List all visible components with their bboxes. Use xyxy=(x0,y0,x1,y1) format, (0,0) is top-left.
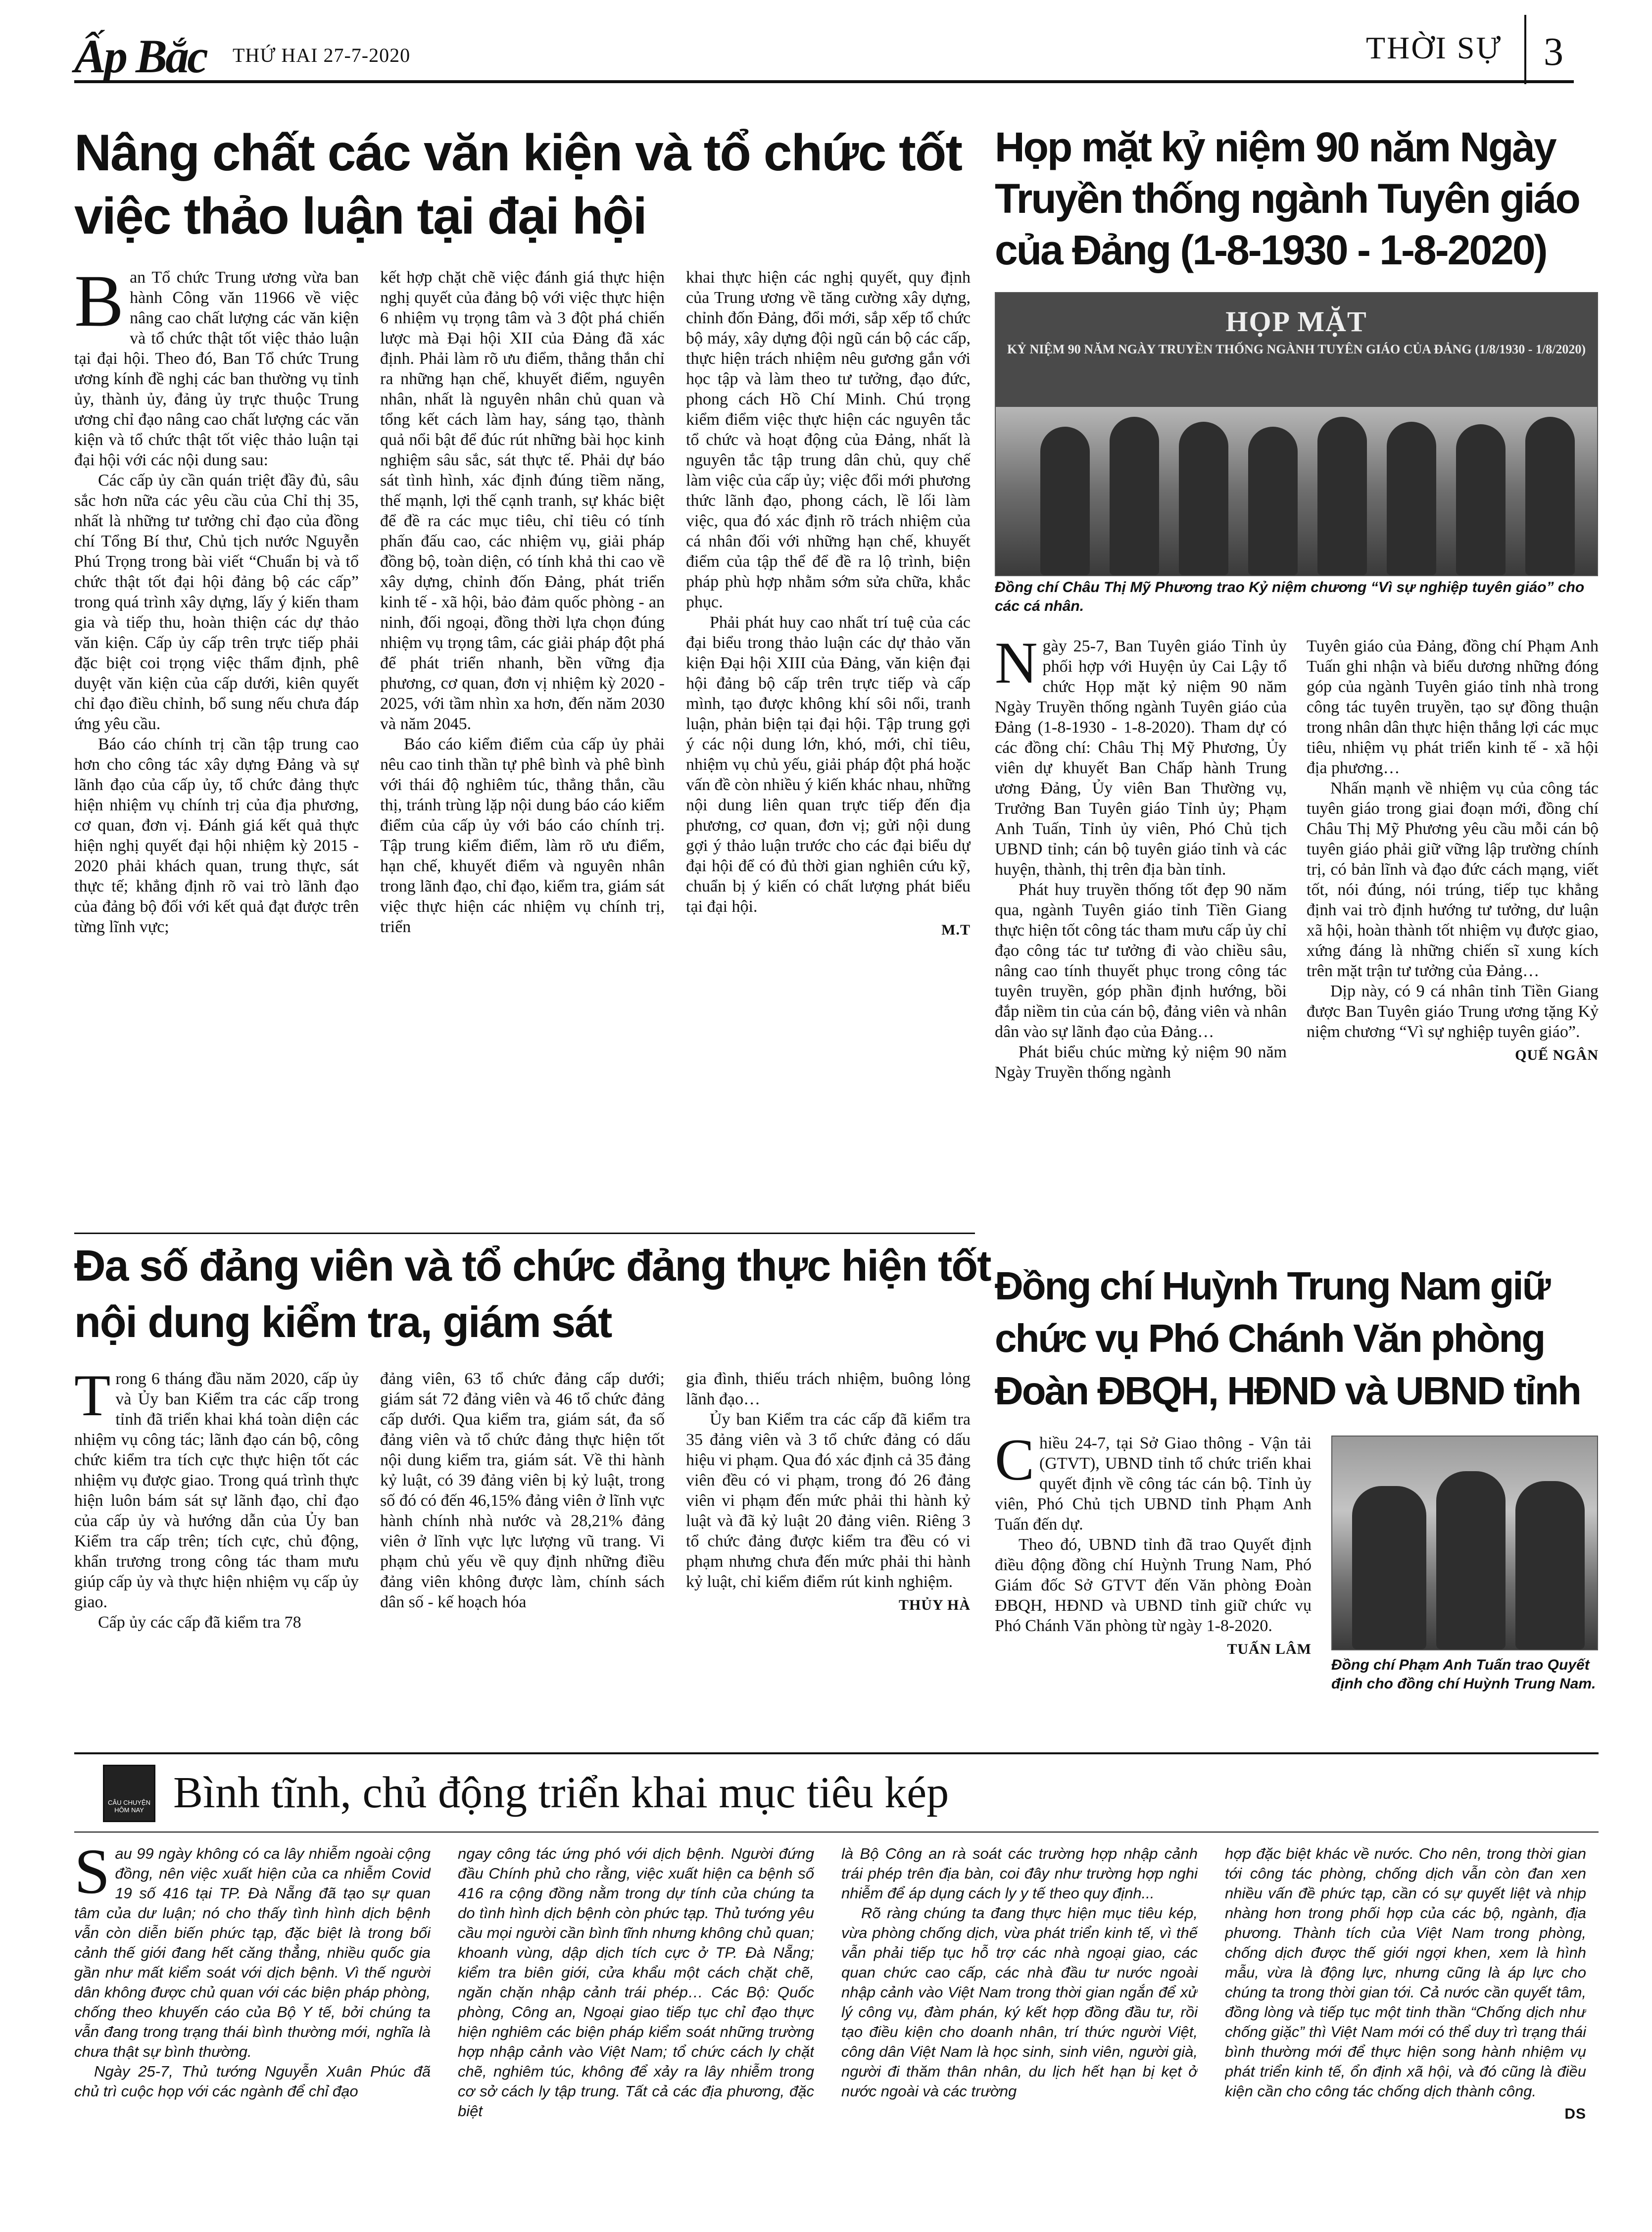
paragraph: Các cấp ủy cần quán triệt đầy đủ, sâu sắc hơn nữa các yêu cầu của Chỉ thị 35, nhất là những tư tưởng chỉ đạo của đồng chí Tổng Bí thư, Chủ tịch nước Nguyễn Phú Trọng trong bài viết “Chuẩn bị và tổ chức thật tốt đại hội đảng bộ các cấp” trong quá trình xây dựng, lấy ý kiến tham gia và tiếp thu, hoàn thiện các dự thảo văn kiện. Cấp ủy cấp trên trực tiếp phải đặc biệt coi trọng việc thẩm định, phê duyệt văn kiện của cấp dưới, kiên quyết chỉ đạo điều chỉnh, bổ sung nếu chưa đáp ứng yêu cầu. xyxy=(74,471,359,733)
drop-cap: B xyxy=(74,267,124,342)
paragraph: là Bộ Công an rà soát các trường hợp nhập cảnh trái phép trên địa bàn, coi đây như trường hợp nghi nhiễm để áp dụng cách ly y tế theo quy định... xyxy=(841,1845,1198,1902)
paragraph: Phát biểu chúc mừng kỷ niệm 90 năm Ngày Truyền thống ngành xyxy=(995,1043,1287,1082)
paragraph: kết hợp chặt chẽ việc đánh giá thực hiện nghị quyết của đảng bộ với việc thực hiện 6 nhiệm vụ trọng tâm và 3 đột phá chiến lược mà Đại hội XII của Đảng đã xác định. Phải làm rõ ưu điểm, thẳng thắn chỉ ra những hạn chế, khuyết điểm, nguyên nhân, nhất là nguyên nhân chủ quan và tổng kết cách làm hay, sáng tạo, thành quả nổi bật để đúc rút những bài học kinh nghiệm sâu sắc, sát thực tế. Phải dự báo sát tình hình, xác định đúng tiềm năng, thế mạnh, lợi thế cạnh tranh, sự khác biệt để đề ra các mục tiêu, chỉ tiêu có tính phấn đấu cao, các nhiệm vụ, giải pháp đồng bộ, toàn diện, có tính khả thi cao về xây dựng, chỉnh đốn Đảng, phát triển kinh tế - xã hội, bảo đảm quốc phòng - an ninh, đối ngoại, đồng thời lựa chọn đúng nhiệm vụ trọng tâm, các giải pháp đột phá để phát triển nhanh, bền vững địa phương, cơ quan, đơn vị nhiệm kỳ 2020 - 2025, với tầm nhìn xa hơn, đến năm 2030 và năm 2045. xyxy=(380,268,665,733)
paragraph: hiều 24-7, tại Sở Giao thông - Vận tải (GTVT), UBND tỉnh tổ chức triển khai quyết định về công tác cán bộ. Tỉnh ủy viên, Phó Chủ tịch UBND tỉnh Phạm Anh Tuấn đến dự. xyxy=(995,1434,1312,1534)
paragraph: rong 6 tháng đầu năm 2020, cấp ủy và Ủy ban Kiểm tra các cấp trong tỉnh đã triển khai khá toàn diện các nhiệm vụ công tác; lãnh đạo cán bộ, công chức kiểm tra tích cực thực hiện tốt các nhiệm vụ được giao. Trong quá trình thực hiện luôn bám sát sự lãnh đạo, chỉ đạo của cấp ủy và hướng dẫn của Ủy ban Kiểm tra cấp trên; tích cực, chủ động, khẩn trương trong công tác tham mưu giúp cấp ủy và thực hiện nhiệm vụ cấp ủy giao. xyxy=(74,1370,359,1611)
article4-byline: TUẤN LÂM xyxy=(1227,1641,1312,1657)
section-name: THỜI SỰ xyxy=(1366,30,1503,65)
column-headline: Bình tĩnh, chủ động triển khai mục tiêu kép xyxy=(173,1768,949,1817)
paragraph: gia đình, thiếu trách nhiệm, buông lỏng lãnh đạo… xyxy=(686,1370,971,1408)
drop-cap: T xyxy=(74,1369,111,1428)
drop-cap: S xyxy=(74,1844,110,1907)
paragraph: đảng viên, 63 tổ chức đảng cấp dưới; giám sát 72 đảng viên và 46 tổ chức đảng cấp dưới. Qua kiểm tra, giám sát, đa số đảng viên và tổ chức đảng thực hiện tốt nội dung kiểm tra, giám sát. Về thi hành kỷ luật, có 39 đảng viên bị kỷ luật, trong số đó có đến 46,15% đảng viên ở lĩnh vực hành chính nhà nước và 28,21% đảng viên ở lĩnh vực lực lượng vũ trang. Vi phạm chủ yếu về quy định những điều đảng viên không được làm, chính sách dân số - kế hoạch hóa xyxy=(380,1370,665,1611)
drop-cap: C xyxy=(995,1433,1035,1492)
divider xyxy=(74,1233,975,1234)
article1-headline: Nâng chất các văn kiện và tổ chức tốt việc thảo luận tại đại hội xyxy=(74,124,962,245)
column-col-2 xyxy=(458,1844,814,2225)
paragraph: Ủy ban Kiểm tra các cấp đã kiểm tra 35 đảng viên và 3 tổ chức đảng có dấu hiệu vi phạm. Qua đó xác định cả 35 đảng viên đều có vi phạm, trong đó 26 đảng viên vi phạm đến mức phải thi hành kỷ luật và đã kỷ luật 20 đảng viên. Riêng 3 tổ chức đảng được kiểm tra đều có vi phạm nhưng chưa đến mức phải thi hành kỷ luật, chỉ kiểm điểm rút kinh nghiệm. xyxy=(686,1410,971,1591)
paragraph: Tuyên giáo của Đảng, đồng chí Phạm Anh Tuấn ghi nhận và biểu dương những đóng góp của ngành Tuyên giáo tỉnh nhà trong công tác tuyên truyền, tạo sự đồng thuận trong nhân dân thực hiện thắng lợi các mục tiêu, nhiệm vụ phát triển kinh tế - xã hội địa phương… xyxy=(1307,637,1599,777)
paragraph: gày 25-7, Ban Tuyên giáo Tỉnh ủy phối hợp với Huyện ủy Cai Lậy tổ chức Họp mặt kỷ niệm 90 năm Ngày Truyền thống ngành Tuyên giáo của Đảng (1-8-1930 - 1-8-2020). Tham dự có các đồng chí: Châu Thị Mỹ Phương, Ủy viên dự khuyết Ban Chấp hành Trung ương Đảng, Ủy viên Ban Thường vụ, Trưởng Ban Tuyên giáo Tỉnh ủy; Phạm Anh Tuấn, Tỉnh ủy viên, Phó Chủ tịch UBND tỉnh; cán bộ tuyên giáo tỉnh và các huyện, thành, thị trên địa bàn tỉnh. xyxy=(995,637,1287,879)
article4-photo-caption: Đồng chí Phạm Anh Tuấn trao Quyết định cho đồng chí Huỳnh Trung Nam. xyxy=(1331,1657,1596,1692)
column-col-1 xyxy=(74,1844,431,2225)
paragraph: Dịp này, có 9 cá nhân tỉnh Tiền Giang được Ban Tuyên giáo Trung ương tặng Kỷ niệm chương “Vì sự nghiệp tuyên giáo”. xyxy=(1307,982,1599,1041)
issue-date: THỨ HAI 27-7-2020 xyxy=(233,44,411,66)
article3-column-1 xyxy=(74,1369,359,1740)
paragraph: hợp đặc biệt khác về nước. Cho nên, trong thời gian tới công tác phòng, chống dịch vẫn còn đan xen nhiều vấn đề phức tạp, cần có sự quyết liệt và nhịp nhàng hơn trong phối hợp của các bộ, ngành, địa phương. Thành tích của Việt Nam trong phòng, chống dịch được thế giới ngợi khen, xem là hình mẫu, vừa là động lực, nhưng cũng là áp lực cho chúng ta trong thời gian tới. Cả nước cần quyết tâm, đồng lòng và tiếp tục một tinh thần “Chống dịch như chống giặc” thì Việt Nam mới có thể duy trì trạng thái bình thường mới để thực hiện song hành nhiệm vụ phát triển kinh tế, ổn định xã hội, và đó cũng là điều kiện cần cho công tác chống dịch thành công. xyxy=(1225,1845,1586,2100)
story-today-icon xyxy=(103,1765,155,1822)
page-number: 3 xyxy=(1524,15,1581,84)
banner-title: HỌP MẶT xyxy=(1225,305,1367,338)
article1-column-1 xyxy=(74,267,359,1223)
paragraph: Rõ ràng chúng ta đang thực hiện mục tiêu kép, vừa phòng chống dịch, vừa phát triển kinh tế, vì thế vẫn phải tiếp tục hỗ trợ các nhà ngoại giao, các quan chức cao cấp, các nhà đầu tư nước ngoài nhập cảnh vào Việt Nam trong thời gian ngắn để xử lý công vụ, đàm phán, ký kết hợp đồng đầu tư, rồi tạo điều kiện cho doanh nhân, trí thức người Việt, công dân Việt Nam là học sinh, sinh viên, người già, người đi thăm thân nhân, du lịch hết hạn bị kẹt ở nước ngoài và các trường xyxy=(841,1904,1198,2100)
photo-banner xyxy=(996,293,1597,407)
paragraph: Báo cáo chính trị cần tập trung cao hơn cho công tác xây dựng Đảng và sự lãnh đạo của cấp ủy, tổ chức đảng thực hiện nhiệm vụ chính trị của địa phương, cơ quan, đơn vị. Đánh giá kết quả thực hiện nghị quyết đại hội nhiệm kỳ 2015 - 2020 phải khách quan, trung thực, sát thực tế; khẳng định rõ vai trò lãnh đạo của đảng bộ đối với kết quả đạt được trên từng lĩnh vực; xyxy=(74,735,359,936)
paragraph: Theo đó, UBND tỉnh đã trao Quyết định điều động đồng chí Huỳnh Trung Nam, Phó Giám đốc Sở GTVT đến Văn phòng Đoàn ĐBQH, HĐND và UBND tỉnh giữ chức vụ Phó Chánh Văn phòng từ ngày 1-8-2020. xyxy=(995,1536,1312,1635)
article2-column-1 xyxy=(995,636,1287,1238)
paragraph: Nhấn mạnh về nhiệm vụ của công tác tuyên giáo trong giai đoạn mới, đồng chí Châu Thị Mỹ Phương yêu cầu mỗi cán bộ tuyên giáo phải giữ vững lập trường chính trị, có bản lĩnh và đạo đức cách mạng, viết tốt, nói đúng, nói trúng, tiếp tục khẳng định vai trò định hướng tư tưởng, dư luận xã hội, hoàn thành tốt nhiệm vụ được giao, xứng đáng là những chiến sĩ xung kích trên mặt trận tư tưởng của Đảng… xyxy=(1307,779,1599,980)
article2-byline: QUẾ NGÂN xyxy=(1515,1047,1599,1063)
article2-headline: Họp mặt kỷ niệm 90 năm Ngày Truyền thống ngành Tuyên giáo của Đảng (1-8-1930 - 1-8-2020) xyxy=(995,124,1579,273)
article3-headline: Đa số đảng viên và tổ chức đảng thực hiện tốt nội dung kiểm tra, giám sát xyxy=(74,1241,991,1346)
article3-byline: THỦY HÀ xyxy=(898,1597,971,1613)
divider xyxy=(74,1832,1599,1833)
ceremony-photo xyxy=(995,292,1598,576)
handover-photo xyxy=(1331,1436,1598,1650)
paragraph: Ngày 25-7, Thủ tướng Nguyễn Xuân Phúc đã chủ trì cuộc họp với các ngành để chỉ đạo xyxy=(74,2063,431,2100)
drop-cap: N xyxy=(995,636,1038,695)
divider xyxy=(74,1752,1599,1754)
column-col-3 xyxy=(841,1844,1198,2225)
paragraph: Phải phát huy cao nhất trí tuệ của các đại biểu trong thảo luận các dự thảo văn kiện Đại hội XIII của Đảng, văn kiện đại hội đảng bộ cấp trên trực tiếp và cấp mình, tạo được không khí sôi nổi, tranh luận, phản biện tại đại hội. Tập trung gợi ý các nội dung lớn, khó, mới, chỉ tiêu, nhiệm vụ chủ yếu, giải pháp đột phá hoặc vấn đề còn nhiều ý kiến khác nhau, những nội dung liên quan trực tiếp đến địa phương, cơ quan, đơn vị; gửi nội dung gợi ý thảo luận trước cho các đại biểu dự đại hội để có đủ thời gian nghiên cứu kỹ, chuẩn bị ý kiến có chất lượng phát biểu tại đại hội. xyxy=(686,613,971,916)
article1-byline: M.T xyxy=(941,922,971,938)
newspaper-logo: Ấp Bắc xyxy=(74,30,206,83)
paragraph: au 99 ngày không có ca lây nhiễm ngoài cộng đồng, nên việc xuất hiện của ca nhiễm Covid 19 số 416 tại TP. Đà Nẵng đã tạo sự quan tâm của dư luận; nó cho thấy tình hình dịch bệnh vẫn còn diễn biến phức tạp, đặc biệt là trong bối cảnh thế giới đang hết căng thẳng, nhiều quốc gia gần như mất kiểm soát với dịch bệnh. Vì thế người dân không được chủ quan với các biện pháp phòng, chống theo khuyến cáo của Bộ Y tế, bởi chúng ta vẫn đang trong trạng thái bình thường mới, nghĩa là chưa thật sự bình thường. xyxy=(74,1845,431,2060)
column-byline: DS xyxy=(1564,2106,1586,2122)
article3-column-3 xyxy=(686,1369,971,1740)
paragraph: an Tổ chức Trung ương vừa ban hành Công văn 11966 về việc nâng cao chất lượng các văn kiện và tổ chức thật tốt việc thảo luận tại đại hội. Theo đó, Ban Tổ chức Trung ương kính đề nghị các ban thường vụ tỉnh ủy, thành ủy, đảng ủy trực thuộc Trung ương chỉ đạo nâng cao chất lượng các văn kiện và tổ chức thật tốt việc thảo luận tại đại hội với các nội dung sau: xyxy=(74,268,359,469)
paragraph: Báo cáo kiểm điểm của cấp ủy phải nêu cao tinh thần tự phê bình và phê bình với thái độ nghiêm túc, thẳng thắn, cầu thị, tránh trùng lặp nội dung báo cáo kiểm điểm của cấp ủy với báo cáo chính trị. Tập trung kiểm điểm, làm rõ ưu điểm, hạn chế, khuyết điểm và nguyên nhân trong lãnh đạo, chỉ đạo, kiểm tra, giám sát việc thực hiện các nhiệm vụ chính trị, triển xyxy=(380,735,665,936)
column-col-4 xyxy=(1225,1844,1586,2225)
paragraph: Phát huy truyền thống tốt đẹp 90 năm qua, ngành Tuyên giáo tỉnh Tiền Giang thực hiện tốt công tác tham mưu cấp ủy chỉ đạo công tác tư tưởng đi vào chiều sâu, nâng cao tính thuyết phục trong công tác tuyên truyền, góp phần định hướng, bồi đắp niềm tin của cán bộ, đảng viên và nhân dân vào sự lãnh đạo của Đảng… xyxy=(995,881,1287,1041)
article3-column-2 xyxy=(380,1369,665,1740)
article2-photo-caption: Đồng chí Châu Thị Mỹ Phương trao Kỷ niệm chương “Vì sự nghiệp tuyên giáo” cho các cá nhân. xyxy=(995,579,1585,614)
header-rule xyxy=(74,80,1574,83)
banner-subtitle: KỶ NIỆM 90 NĂM NGÀY TRUYỀN THỐNG NGÀNH TUYÊN GIÁO CỦA ĐẢNG (1/8/1930 - 1/8/2020) xyxy=(1007,342,1586,356)
icon-label: CÂU CHUYỆN HÔM NAY xyxy=(108,1799,150,1814)
article4-body xyxy=(995,1433,1312,1740)
article1-column-2 xyxy=(380,267,665,1223)
article2-column-2 xyxy=(1307,636,1599,1238)
paragraph: khai thực hiện các nghị quyết, quy định của Trung ương về tăng cường xây dựng, chỉnh đốn Đảng, đổi mới, sắp xếp tổ chức bộ máy, xây dựng đội ngũ cán bộ các cấp, thực hiện trách nhiệm nêu gương gắn với học tập và làm theo tư tưởng, đạo đức, phong cách Hồ Chí Minh. Chú trọng kiểm điểm việc thực hiện các nguyên tắc tổ chức và hoạt động của Đảng, nhất là nguyên tắc tập trung dân chủ, quy chế làm việc của cấp ủy; việc đổi mới phương thức lãnh đạo, phong cách, lề lối làm việc, qua đó xác định rõ trách nhiệm của cá nhân đối với những hạn chế, khuyết điểm của tập thể để đề ra lộ trình, biện pháp phù hợp nhằm sớm sửa chữa, khắc phục. xyxy=(686,268,971,611)
article4-headline: Đồng chí Huỳnh Trung Nam giữ chức vụ Phó Chánh Văn phòng Đoàn ĐBQH, HĐND và UBND tỉnh xyxy=(995,1264,1580,1413)
paragraph: Cấp ủy các cấp đã kiểm tra 78 xyxy=(98,1613,301,1632)
paragraph: ngay công tác ứng phó với dịch bệnh. Người đứng đầu Chính phủ cho rằng, việc xuất hiện ca bệnh số 416 ra cộng đồng nằm trong dự tính của chúng ta do tình hình dịch bệnh còn phức tạp. Thủ tướng yêu cầu mọi người cần bình tĩnh nhưng không chủ quan; khoanh vùng, dập dịch tích cực ở TP. Đà Nẵng; kiểm tra biên giới, cửa khẩu một cách chặt chẽ, ngăn chặn nhập cảnh trái phép… Các Bộ: Quốc phòng, Công an, Ngoại giao tiếp tục chỉ đạo thực hiện nghiêm các biện pháp kiểm soát những trường hợp nhập cảnh vào Việt Nam; tổ chức cách ly chặt chẽ, nghiêm túc, không để xảy ra lây nhiễm trong cơ sở cách ly tập trung. Tất cả các địa phương, đặc biệt xyxy=(458,1845,814,2120)
article1-column-3 xyxy=(686,267,971,1223)
